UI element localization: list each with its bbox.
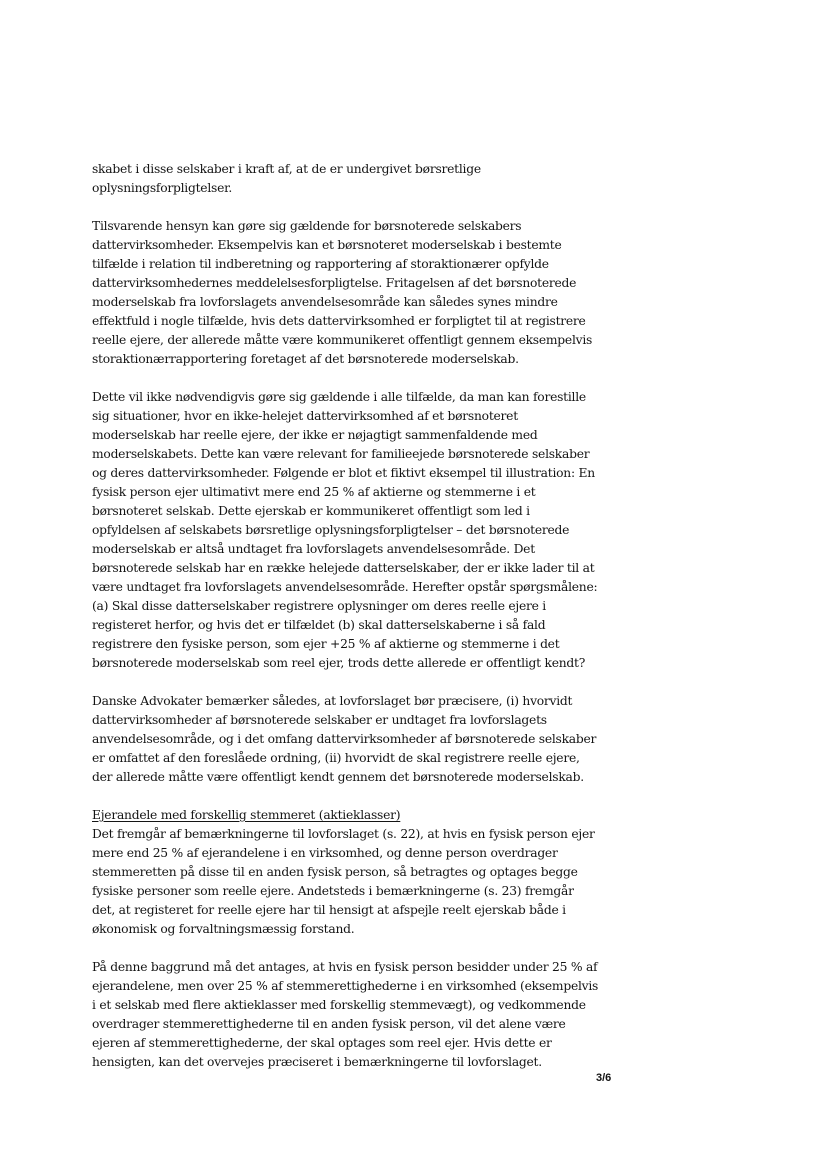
section-heading: Ejerandele med forskellig stemmeret (aktieklasser) [92,808,401,822]
paragraph-subsidiaries: Tilsvarende hensyn kan gøre sig gældende for børsnoterede selskabers dattervirksomheder. Eksempelvis kan et børsnoteret moderselskab i bestemte tilfælde i relation til indberetning og rapportering af storaktionærer opfylde dattervirksomhedernes meddelelsesforpligtelse. Fritagelsen af det børsnoterede moderselskab fra lovforslagets anvendelsesområde kan således synes mindre effektfuld i nogle tilfælde, hvis dets dattervirksomhed er forpligtet til at registrere reelle ejere, der allerede måtte være kommunikeret offentligt gennem eksempelvis storaktionærrapportering foretaget af det børsnoterede moderselskab. [92,219,593,366]
page-number: 3/6 [596,1072,612,1084]
paragraph-voting-rights: Det fremgår af bemærkningerne til lovforslaget (s. 22), at hvis en fysisk person ejer mere end 25 % af ejerandelene i en virksomhed, og denne person overdrager stemmeretten på disse til en anden fysisk person, så betragtes og optages begge fysiske personer som reelle ejere. Andetsteds i bemærkningerne (s. 23) fremgår det, at registeret for reelle ejere har til hensigt at afspejle reelt ejerskab både i økonomisk og forvaltningsmæssig forstand. [92,827,595,936]
paragraph-recommendation: Danske Advokater bemærker således, at lovforslaget bør præcisere, (i) hvorvidt dattervirksomheder af børsnoterede selskaber er undtaget fra lovforslagets anvendelsesområde, og i det omfang dattervirksomheder af børsnoterede selskaber er omfattet af den foreslåede ordning, (ii) hvorvidt de skal registrere reelle ejere, der allerede måtte være offentligt kendt gennem det børsnoterede moderselskab. [92,694,597,784]
paragraph-conclusion: På denne baggrund må det antages, at hvis en fysisk person besidder under 25 % af ejerandelene, men over 25 % af stemmerettighederne i en virksomhed (eksempelvis i et selskab med flere aktieklasser med forskellig stemmevægt), og vedkommende overdrager stemmerettighederne til en anden fysisk person, vil det alene være ejeren af stemmerettighederne, der skal optages som reel ejer. Hvis dette er hensigten, kan det overvejes præciseret i bemærkningerne til lovforslaget. [92,960,599,1069]
paragraph-continuation: skabet i disse selskaber i kraft af, at de er undergivet børsretlige oplysningsforpligtelser. [92,162,481,195]
document-body [92,160,600,1072]
paragraph-example: Dette vil ikke nødvendigvis gøre sig gældende i alle tilfælde, da man kan forestille sig situationer, hvor en ikke-helejet dattervirksomhed af et børsnoteret moderselskab har reelle ejere, der ikke er nøjagtigt sammenfaldende med moderselskabets. Dette kan være relevant for familieejede børsnoterede selskaber og deres dattervirksomheder. Følgende er blot et fiktivt eksempel til illustration: En fysisk person ejer ultimativt mere end 25 % af aktierne og stemmerne i et børsnoteret selskab. Dette ejerskab er kommunikeret offentligt som led i opfyldelsen af selskabets børsretlige oplysningsforpligtelser – det børsnoterede moderselskab er altså undtaget fra lovforslagets anvendelsesområde. Det børsnoterede selskab har en række helejede datterselskaber, der er ikke lader til at være undtaget fra lovforslagets anvendelsesområde. Herefter opstår spørgsmålene: (a) Skal disse datterselskaber registrere oplysninger om deres reelle ejere i registeret herfor, og hvis det er tilfældet (b) skal datterselskaberne i så fald registrere den fysiske person, som ejer +25 % af aktierne og stemmerne i det børsnoterede moderselskab som reel ejer, trods dette allerede er offentligt kendt? [92,390,598,670]
